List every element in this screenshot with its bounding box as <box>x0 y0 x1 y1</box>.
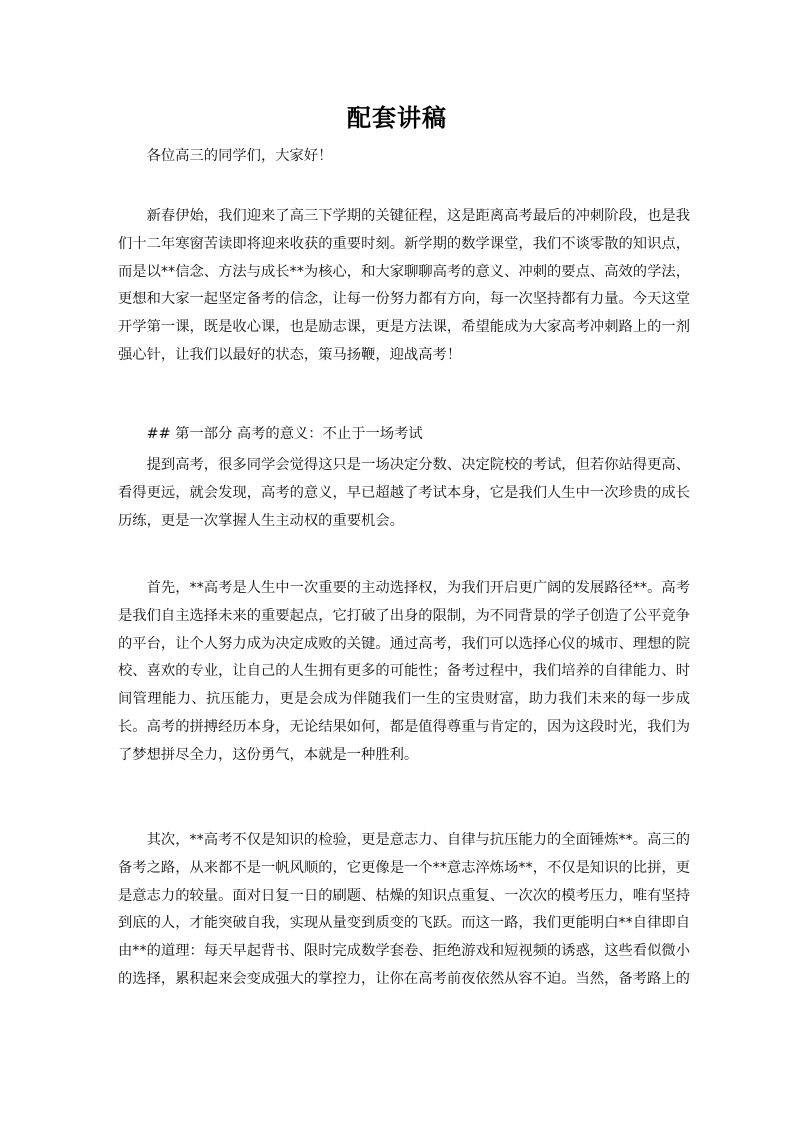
intro-paragraph: 新春伊始，我们迎来了高三下学期的关键征程，这是距离高考最后的冲刺阶段，也是我们十二年寒窗苦读即将迎来收获的重要时刻。新学期的数学课堂，我们不谈零散的知识点，而是以**信念、方法与成长**为核心，和大家聊聊高考的意义、冲刺的要点、高效的学法，更想和大家一起坚定备考的信念，让每一份努力都有方向，每一次坚持都有力量。今天这堂开学第一课，既是收心课，也是励志课，更是方法课，希望能成为大家高考冲刺路上的一剂强心针，让我们以最好的状态，策马扬鞭，迎战高考！ <box>118 208 690 363</box>
greeting-paragraph: 各位高三的同学们，大家好！ <box>146 148 333 164</box>
section1-paragraph-3: 其次，**高考不仅是知识的检验，更是意志力、自律与抗压能力的全面锤炼**。高三的备考之路，从来都不是一帆风顺的，它更像是一个**意志淬炼场**，不仅是知识的比拼，更是意志力的较量。面对日复一日的刷题、枯燥的知识点重复、一次次的模考压力，唯有坚持到底的人，才能突破自我，实现从量变到质变的飞跃。而这一路，我们更能明白**自律即自由**的道理：每天早起背书、限时完成数学套卷、拒绝游戏和短视频的诱惑，这些看似微小的选择，累积起来会变成强大的掌控力，让你在高考前夜依然从容不迫。当然，备考路上的 <box>118 832 690 987</box>
section1-paragraph-2: 首先，**高考是人生中一次重要的主动选择权，为我们开启更广阔的发展路径**。高考是我们自主选择未来的重要起点，它打破了出身的限制，为不同背景的学子创造了公平竞争的平台，让个人努力成为决定成败的关键。通过高考，我们可以选择心仪的城市、理想的院校、喜欢的专业，让自己的人生拥有更多的可能性；备考过程中，我们培养的自律能力、时间管理能力、抗压能力，更是会成为伴随我们一生的宝贵财富，助力我们未来的每一步成长。高考的拼搏经历本身，无论结果如何，都是值得尊重与肯定的，因为这段时光，我们为了梦想拼尽全力，这份勇气，本就是一种胜利。 <box>118 580 690 763</box>
section-heading: ## 第一部分 高考的意义：不止于一场考试 <box>146 426 423 442</box>
page-title: 配套讲稿 <box>347 103 447 132</box>
section1-paragraph-1: 提到高考，很多同学会觉得这只是一场决定分数、决定院校的考试，但若你站得更高、看得更远，就会发现，高考的意义，早已超越了考试本身，它是我们人生中一次珍贵的成长历练，更是一次掌握人生主动权的重要机会。 <box>118 457 690 529</box>
